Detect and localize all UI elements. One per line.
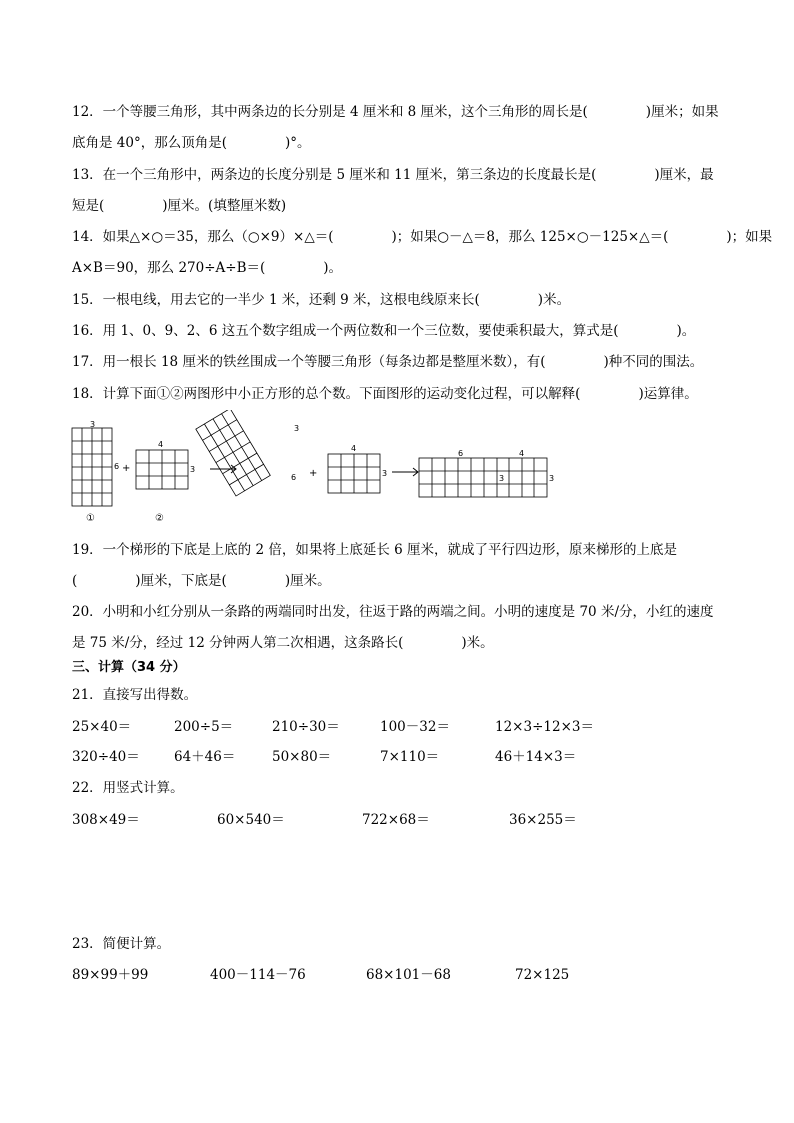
arrow-icon	[210, 465, 236, 473]
oral-calc-item: 12×3÷12×3＝	[495, 719, 594, 735]
question-22-title: 22．用竖式计算。	[72, 780, 184, 796]
figure-2-copy-side-label: 3	[382, 469, 388, 478]
oral-calc-item: 64＋46＝	[174, 749, 236, 765]
oral-calc-item: 210÷30＝	[272, 719, 340, 735]
plus-sign: +	[122, 463, 131, 474]
vertical-calc-item: 36×255＝	[509, 812, 577, 828]
oral-calc-item: 100－32＝	[380, 719, 450, 735]
figure-2-copy-grid	[328, 454, 380, 493]
figure-2-top-label: 4	[158, 440, 164, 449]
figure-1-top-label: 3	[90, 420, 96, 429]
oral-calc-item: 46＋14×3＝	[495, 749, 577, 765]
combined-grid-label-6: 6	[458, 449, 464, 458]
question-16: 16．用 1、0、9、2、6 这五个数字组成一个两位数和一个三位数，要使乘积最大，算式是( )。	[72, 323, 696, 339]
plus-sign-2: +	[309, 468, 318, 479]
simplify-calc-item: 68×101－68	[366, 967, 451, 983]
vertical-calc-item: 60×540＝	[217, 812, 285, 828]
question-14-line-1: 14．如果△×○＝35，那么（○×9）×△＝( )；如果○－△＝8，那么 125×○－125×△＝( )；如果	[72, 229, 773, 245]
figure-1-grid	[72, 428, 112, 506]
oral-calc-item: 320÷40＝	[72, 749, 140, 765]
q21-row-2	[72, 748, 712, 766]
oral-calc-item: 7×110＝	[380, 749, 440, 765]
vertical-calc-item: 722×68＝	[362, 812, 430, 828]
question-19-line-2: ( )厘米，下底是( )厘米。	[72, 573, 331, 589]
rotated-grid-top-label: 3	[294, 424, 300, 433]
question-18: 18．计算下面①②两图形中小正方形的总个数。下面图形的运动变化过程，可以解释( )运算律。	[72, 386, 698, 402]
question-14-line-2: A×B＝90，那么 270÷A÷B＝( )。	[72, 260, 343, 276]
simplify-calc-item: 89×99＋99	[72, 967, 149, 983]
vertical-calc-item: 308×49＝	[72, 812, 140, 828]
rotated-grid-side-label: 6	[291, 473, 297, 482]
combined-grid-label-3-mid: 3	[499, 474, 505, 483]
question-20-line-2: 是 75 米/分，经过 12 分钟两人第二次相遇，这条路长( )米。	[72, 635, 494, 651]
question-21-title: 21．直接写出得数。	[72, 687, 198, 703]
oral-calc-item: 50×80＝	[272, 749, 332, 765]
question-19-line-1: 19．一个梯形的下底是上底的 2 倍，如果将上底延长 6 厘米，就成了平行四边形，原来梯形的上底是	[72, 542, 678, 558]
combined-grid	[419, 458, 547, 497]
question-20-line-1: 20．小明和小红分别从一条路的两端同时出发，往返于路的两端之间。小明的速度是 70 米/分，小红的速度	[72, 604, 714, 620]
figure-2-side-label: 3	[190, 465, 196, 474]
q22-row	[72, 811, 712, 829]
figure-1-circle-label: ①	[86, 513, 95, 524]
question-17: 17．用一根长 18 厘米的铁丝围成一个等腰三角形（每条边都是整厘米数），有( )种不同的围法。	[72, 354, 704, 370]
figure-2-circle-label: ②	[155, 513, 164, 524]
combined-grid-label-4: 4	[519, 449, 525, 458]
q21-row-1	[72, 718, 712, 736]
rearrangement-figure	[0, 410, 794, 530]
question-13-line-2: 短是( )厘米。(填整厘米数)	[72, 198, 287, 214]
question-13-line-1: 13．在一个三角形中，两条边的长度分别是 5 厘米和 11 厘米，第三条边的长度最长是( )厘米，最	[72, 167, 714, 183]
question-12-line-2: 底角是 40°，那么顶角是( )°。	[72, 135, 311, 151]
rotated-grid	[196, 410, 270, 496]
figure-1-side-label: 6	[114, 462, 120, 471]
combined-grid-label-3-end: 3	[549, 474, 555, 483]
figure-2-grid	[136, 450, 188, 489]
question-12-line-1: 12．一个等腰三角形，其中两条边的长分别是 4 厘米和 8 厘米，这个三角形的周长是( )厘米；如果	[72, 104, 719, 120]
simplify-calc-item: 72×125	[515, 967, 570, 983]
question-15: 15．一根电线，用去它的一半少 1 米，还剩 9 米，这根电线原来长( )米。	[72, 292, 571, 308]
figure-2-copy-top-label: 4	[351, 444, 357, 453]
question-23-title: 23．简便计算。	[72, 936, 171, 952]
oral-calc-item: 200÷5＝	[174, 719, 234, 735]
oral-calc-item: 25×40＝	[72, 719, 132, 735]
section-3-heading: 三、计算（34 分）	[72, 660, 186, 675]
simplify-calc-item: 400－114－76	[210, 967, 306, 983]
arrow-icon-2	[392, 468, 418, 476]
q23-row	[72, 966, 712, 984]
